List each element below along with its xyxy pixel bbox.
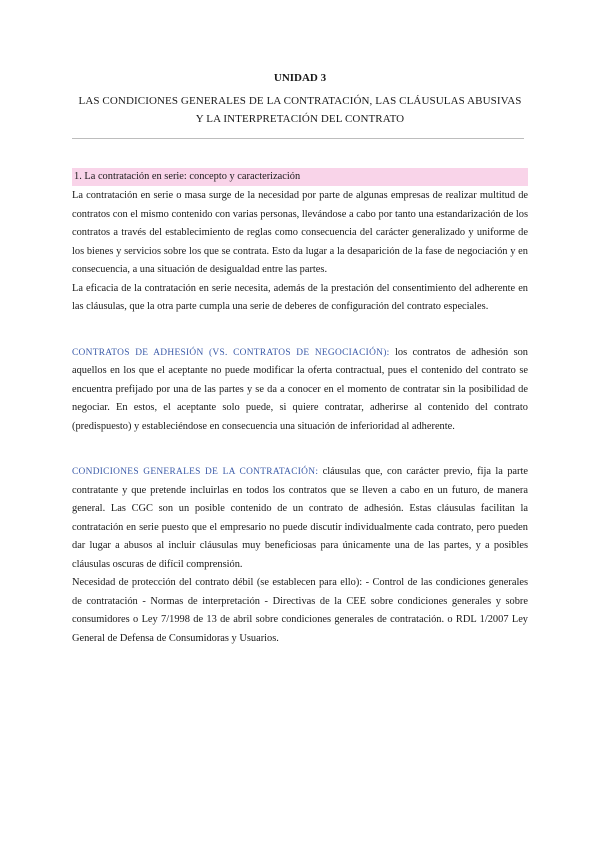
paragraph-adhesion-contracts: [72, 344, 528, 437]
spacer: [72, 436, 528, 463]
paragraph-efficacy: La eficacia de la contratación en serie necesita, además de la prestación del consentimiento del adherente en las cláusulas, que la otra parte cumpla una serie de deberes de configuración del contrato especiales.: [72, 282, 528, 312]
adhesion-text: los contratos de adhesión son aquellos en los que el aceptante no puede modificar la oferta contractual, pues el contenido del contrato se encuentra prefijado por una de las partes y se da a conocer en el momento de contratar sin la posibilidad de negociar. En estos, el aceptante solo puede, si quiere contratar, adherirse al contenido del contrato (predispuesto) y estableciéndose en consecuencia una situación de inferioridad al adherente.: [72, 346, 528, 432]
document-title: [72, 92, 528, 128]
title-line-1: LAS CONDICIONES GENERALES DE LA CONTRATACIÓN, LAS CLÁUSULAS ABUSIVAS: [78, 95, 522, 107]
paragraph-general-conditions: [72, 463, 528, 574]
title-divider: [72, 138, 524, 139]
section-heading: 1. La contratación en serie: concepto y caracterización: [72, 168, 528, 186]
spacer: [72, 317, 528, 344]
general-conditions-text: cláusulas que, con carácter previo, fija la parte contratante y que pretende incluirlas en todos los contratos que se lleven a cabo en un futuro, de manera general. Las CGC son un posible contenido de un contrato de adhesión. Estas cláusulas facilitan la contratación en serie puesto que el empresario no puede discutir individualmente cada contrato, pero pueden dar lugar a abusos al incluir cláusulas muy beneficiosas para únicamente una de las partes, y a posibles cláusulas oscuras de difícil comprensión.: [72, 466, 528, 570]
document-body: [72, 168, 528, 648]
paragraph-mass-contracting: La contratación en serie o masa surge de la necesidad por parte de algunas empresas de realizar multitud de contratos con el mismo contenido con varias personas, llevándose a cabo por tanto una estandarización de los contratos a través del establecimiento de reglas como consecuencia del carácter generalizado y uniforme de los bienes y servicios sobre los que se contrata. Esto da lugar a la desaparición de la fase de negociación y en consecuencia, a una situación de desigualdad entre las partes.: [72, 190, 528, 275]
unit-heading: UNIDAD 3: [273, 72, 327, 84]
paragraph-protection: Necesidad de protección del contrato débil (se establecen para ello): - Control de las condiciones generales de contratación - Normas de interpretación - Directivas de la CEE sobre condiciones generales y sobre consumidores o Ley 7/1998 de 13 de abril sobre condiciones generales de contratación. o RDL 1/2007 Ley General de Defensa de Consumidoras y Usuarios.: [72, 577, 528, 644]
term-adhesion-contracts: CONTRATOS DE ADHESIÓN (VS. CONTRATOS DE NEGOCIACIÓN):: [72, 347, 390, 358]
title-line-2: Y LA INTERPRETACIÓN DEL CONTRATO: [195, 113, 405, 125]
term-general-conditions: CONDICIONES GENERALES DE LA CONTRATACIÓN:: [72, 467, 319, 477]
